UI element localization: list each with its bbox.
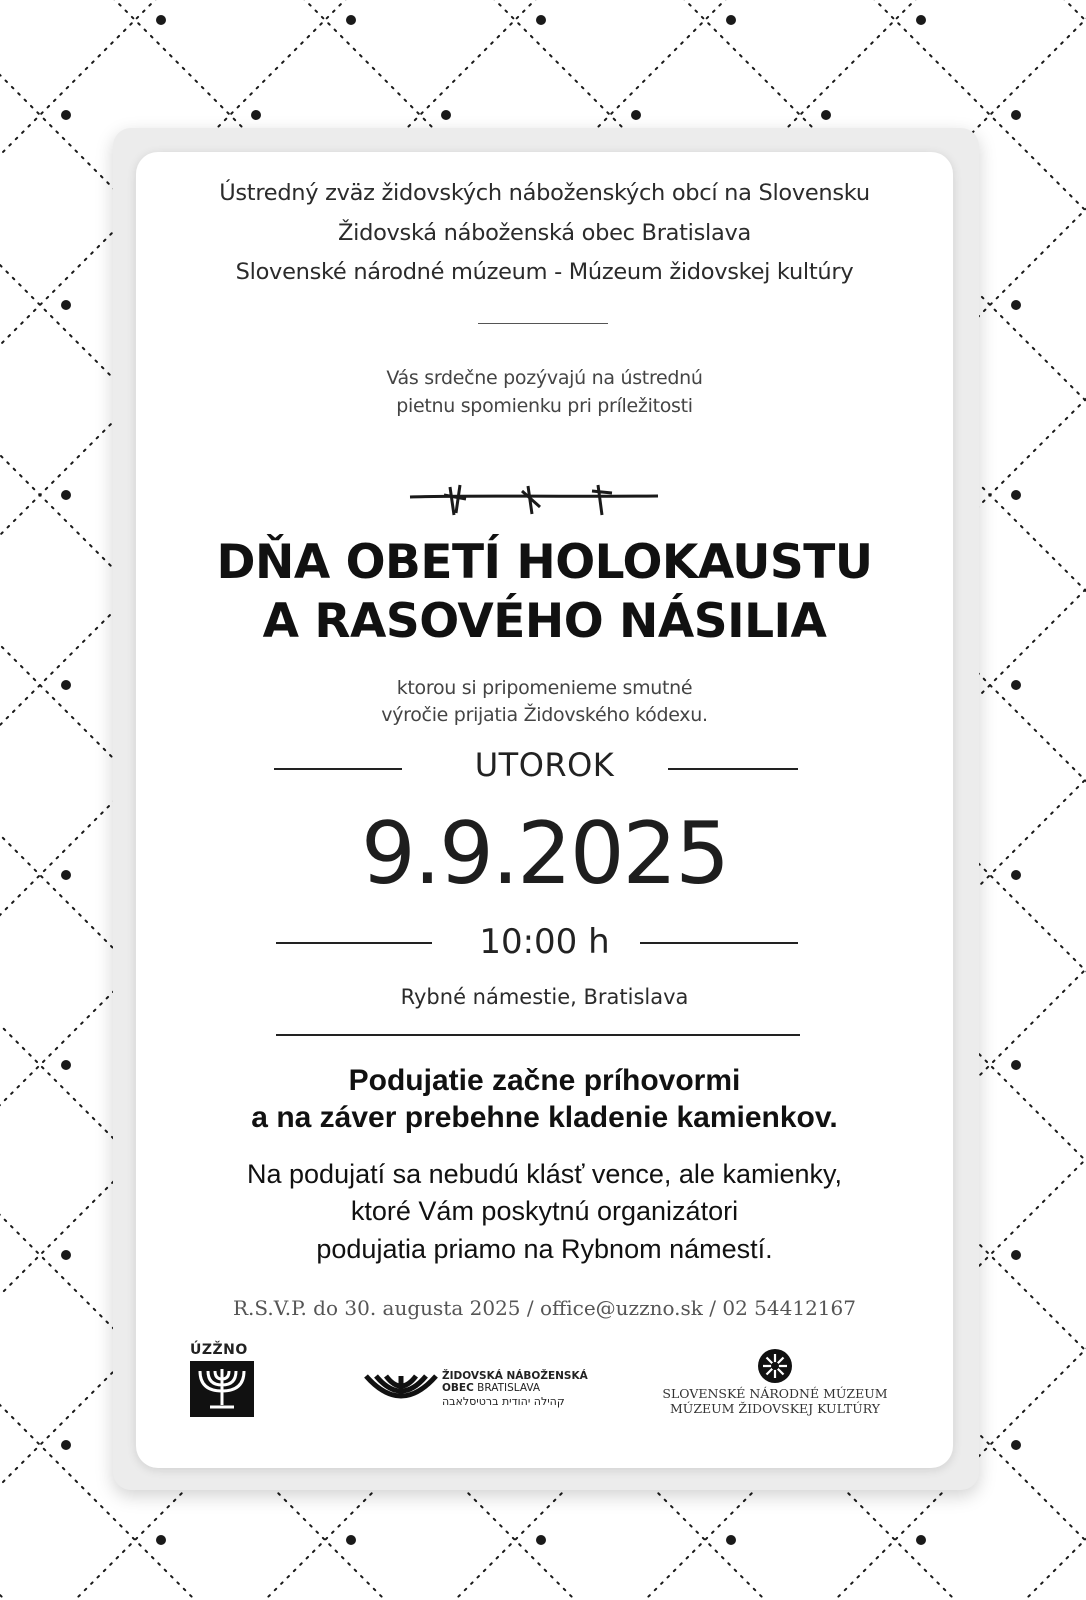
pattern-node <box>441 110 451 120</box>
snm-logo-line-2: MÚZEUM ŽIDOVSKEJ KULTÚRY <box>650 1401 900 1416</box>
snm-logo <box>650 1348 900 1416</box>
snm-emblem-icon <box>757 1348 793 1384</box>
zno-bratislava-logo <box>362 1370 592 1416</box>
pattern-line <box>0 0 120 1600</box>
note-line-1: Na podujatí sa nebudú klásť vence, ale kamienky, <box>136 1156 953 1193</box>
menorah-icon <box>190 1361 254 1417</box>
subtitle-line-1: ktorou si pripomenieme smutné <box>136 674 953 703</box>
program-line-1: Podujatie začne príhovormi <box>136 1062 953 1099</box>
barbed-wire-icon <box>408 479 660 519</box>
pattern-node <box>536 1535 546 1545</box>
pattern-node <box>916 1535 926 1545</box>
title-line-2: A RASOVÉHO NÁSILIA <box>136 594 953 649</box>
pattern-node <box>61 680 71 690</box>
pattern-node <box>726 15 736 25</box>
pattern-node <box>61 300 71 310</box>
invitation-line-2: pietnu spomienku pri príležitosti <box>136 392 953 421</box>
pattern-node <box>156 1535 166 1545</box>
time-rule-right <box>640 942 798 944</box>
note-line-3: podujatia priamo na Rybnom námestí. <box>136 1231 953 1268</box>
pattern-node <box>61 1060 71 1070</box>
pattern-node <box>61 870 71 880</box>
organizer-1: Ústredný zväz židovských náboženských obcí na Slovensku <box>136 180 953 206</box>
event-place: Rybné námestie, Bratislava <box>136 985 953 1009</box>
pattern-node <box>631 110 641 120</box>
pattern-node <box>1011 1250 1021 1260</box>
weekday: UTOROK <box>136 746 953 784</box>
zno-logo-obec: OBEC <box>442 1382 474 1394</box>
organizer-3: Slovenské národné múzeum - Múzeum židovskej kultúry <box>136 259 953 285</box>
rsvp-line: R.S.V.P. do 30. augusta 2025 / office@uzzno.sk / 02 54412167 <box>136 1296 953 1320</box>
invitation-line-1: Vás srdečne pozývajú na ústrednú <box>136 364 953 393</box>
short-divider <box>478 323 608 324</box>
pattern-node <box>821 110 831 120</box>
pattern-node <box>1011 110 1021 120</box>
pattern-node <box>1011 1440 1021 1450</box>
pattern-node <box>916 15 926 25</box>
pattern-node <box>1011 490 1021 500</box>
pattern-node <box>61 1440 71 1450</box>
note-line-2: ktoré Vám poskytnú organizátori <box>136 1193 953 1230</box>
pattern-node <box>1011 1060 1021 1070</box>
invitation-card <box>136 152 953 1468</box>
pattern-node <box>61 110 71 120</box>
pattern-node <box>1011 680 1021 690</box>
snm-logo-line-1: SLOVENSKÉ NÁRODNÉ MÚZEUM <box>650 1386 900 1401</box>
event-date: 9.9.2025 <box>136 804 953 904</box>
zno-logo-line-2 <box>442 1382 540 1394</box>
event-time: 10:00 h <box>136 922 953 962</box>
uzzno-logo-text: ÚZŽNO <box>190 1342 256 1358</box>
zno-logo-hebrew: קהילה יהודית ברטיסלאבה <box>442 1395 565 1408</box>
pattern-node <box>346 1535 356 1545</box>
pattern-node <box>536 15 546 25</box>
pattern-node <box>1011 870 1021 880</box>
zno-menorah-icon <box>362 1372 440 1408</box>
pattern-node <box>726 1535 736 1545</box>
uzzno-logo <box>190 1342 256 1417</box>
organizer-2: Židovská náboženská obec Bratislava <box>136 220 953 246</box>
pattern-node <box>251 110 261 120</box>
pattern-node <box>61 1250 71 1260</box>
pattern-node <box>61 490 71 500</box>
pattern-line <box>0 0 120 1600</box>
weekday-rule-right <box>668 768 798 770</box>
zno-logo-bratislava: BRATISLAVA <box>474 1382 540 1394</box>
long-divider <box>276 1034 800 1036</box>
pattern-node <box>1011 300 1021 310</box>
zno-logo-line-1: ŽIDOVSKÁ NÁBOŽENSKÁ <box>442 1370 588 1382</box>
pattern-node <box>346 15 356 25</box>
title-line-1: DŇA OBETÍ HOLOKAUSTU <box>136 535 953 590</box>
pattern-node <box>156 15 166 25</box>
program-line-2: a na záver prebehne kladenie kamienkov. <box>136 1099 953 1136</box>
subtitle-line-2: výročie prijatia Židovského kódexu. <box>136 701 953 730</box>
